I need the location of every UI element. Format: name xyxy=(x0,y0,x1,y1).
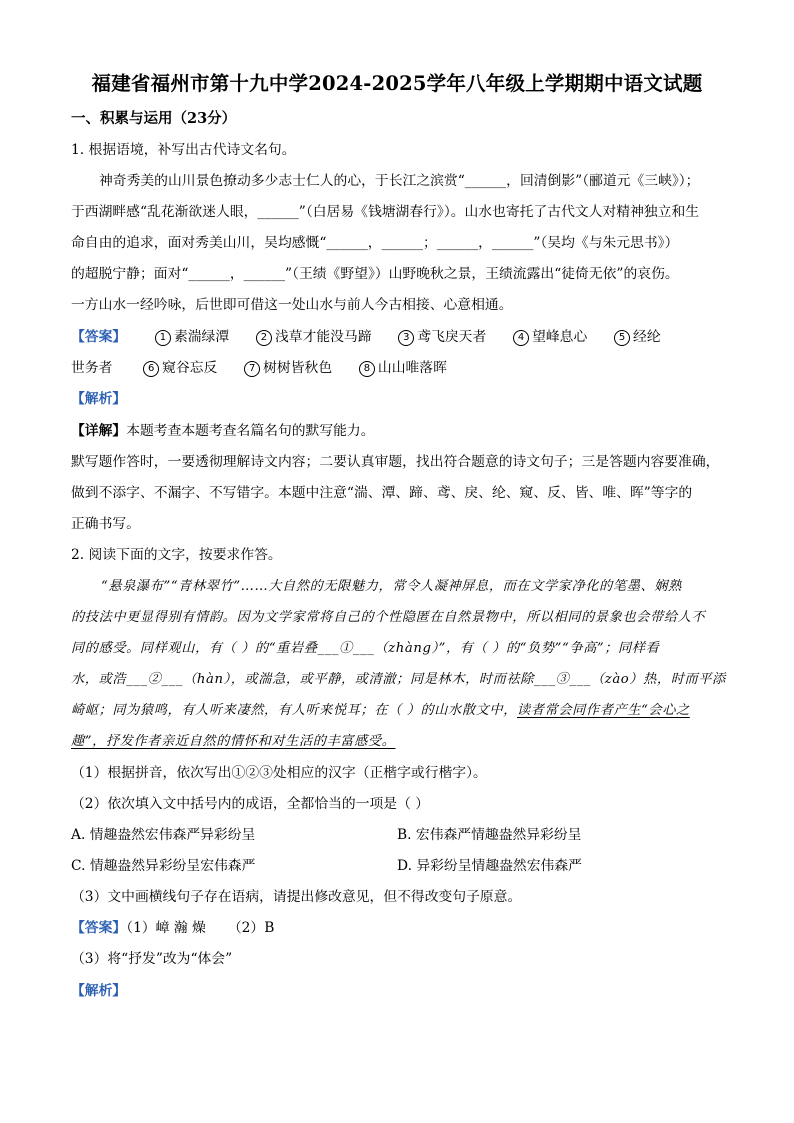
q2-passage-line-5: 崎岖；同为猿鸣，有人听来凄然，有人听来悦耳；在（ ）的山水散文中，读者常会同作者产生“会心之 xyxy=(71,703,690,718)
option-a: A. 情趣盎然宏伟森严异彩纷呈 xyxy=(71,827,256,843)
answer-item: 1 素湍绿潭 xyxy=(155,329,229,345)
q1-detail-line-2: 做到不添字、不漏字、不写错字。本题中注意“湍、潭、蹄、鸢、戾、纶、窥、反、皆、唯、晖”等字的 xyxy=(71,485,693,501)
q2-passage-line-4: 水，或浩___②___（hàn），或湍急，或平静，或清澈；同是林木，时而祛除___③___（zào）热，时而平添 xyxy=(71,672,726,687)
answer-label: 【答案】 xyxy=(71,329,127,345)
option-b: B. 宏伟森严情趣盎然异彩纷呈 xyxy=(397,827,582,843)
q2-sub-question-2: （2）依次填入文中括号内的成语，全都恰当的一项是（ ） xyxy=(71,796,430,812)
q1-answer xyxy=(71,330,661,346)
q2-sub-question-3: （3）文中画横线句子存在语病，请提出修改意见，但不得改变句子原意。 xyxy=(71,889,522,905)
answer-item: 7 树树皆秋色 xyxy=(244,360,332,376)
answer-item: 5 经纶 xyxy=(614,329,661,345)
option-d: D. 异彩纷呈情趣盎然宏伟森严 xyxy=(397,858,582,874)
answer-item: 3 鸢飞戾天者 xyxy=(398,329,486,345)
q2-answer: 【答案】（1）嶂 瀚 燥 （2）B xyxy=(71,920,275,936)
detail-label: 【详解】 xyxy=(71,423,127,439)
answer-item: 6 窥谷忘反 xyxy=(143,360,217,376)
q1-detail: 【详解】本题考查本题考查名篇名句的默写能力。 xyxy=(71,423,375,439)
q1-line-3: 命自由的追求，面对秀美山川，吴均感慨“______，______；______，______”（吴均《与朱元思书》） xyxy=(71,235,679,251)
q1-line-2: 于西湖畔感“乱花渐欲迷人眼，______”（白居易《钱塘湖春行》）。山水也寄托了古代文人对精神独立和生 xyxy=(71,204,700,220)
analysis-label: 【解析】 xyxy=(71,391,127,407)
answer-label: 【答案】 xyxy=(71,920,127,936)
q1-prompt: 1. 根据语境，补写出古代诗文名句。 xyxy=(71,142,296,158)
q1-answer-line-2: 世务者 6 窥谷忘反 7 树树皆秋色 8 山山唯落晖 xyxy=(71,360,447,376)
underlined-sentence-cont: 趣”，抒发作者亲近自然的情怀和对生活的丰富感受。 xyxy=(71,734,396,749)
analysis-label: 【解析】 xyxy=(71,983,127,999)
q1-line-5: 一方山水一经吟咏，后世即可借这一处山水与前人今古相接、心意相通。 xyxy=(71,297,513,313)
document-title: 福建省福州市第十九中学2024-2025学年八年级上学期期中语文试题 xyxy=(91,72,703,95)
q2-passage-line-3: 同的感受。同样观山，有（ ）的“重岩叠___①___（zhàng）”，有（ ）的“负势”“争高”；同样看 xyxy=(71,641,660,656)
q2-answer-3: （3）将“抒发”改为“体会” xyxy=(71,951,233,967)
q1-detail-line-3: 正确书写。 xyxy=(71,516,140,532)
q2-passage-line-1: “悬泉瀑布”“青林翠竹”……大自然的无限魅力，常令人凝神屏息，而在文学家净化的笔墨、娴熟 xyxy=(101,579,682,594)
q1-detail-line-1: 默写题作答时，一要透彻理解诗文内容；二要认真审题，找出符合题意的诗文句子；三是答题内容要准确， xyxy=(71,454,720,470)
answer-item: 2 浅草才能没马蹄 xyxy=(256,329,372,345)
answer-item: 4 望峰息心 xyxy=(513,329,587,345)
option-c: C. 情趣盎然异彩纷呈宏伟森严 xyxy=(71,858,256,874)
section-heading: 一、积累与运用（23分） xyxy=(71,110,237,127)
q1-line-1: 神奇秀美的山川景色撩动多少志士仁人的心，于长江之滨赏“______，回清倒影”（郦道元《三峡》）； xyxy=(99,173,700,189)
answer-item: 8 山山唯落晖 xyxy=(359,360,447,376)
q1-line-4: 的超脱宁静；面对“______，______”（王绩《野望》）山野晚秋之景，王绩流露出“徒倚无依”的哀伤。 xyxy=(71,266,679,282)
q2-sub-question-1: （1）根据拼音，依次写出①②③处相应的汉字（正楷字或行楷字）。 xyxy=(71,765,487,781)
q2-passage-line-2: 的技法中更显得别有情韵。因为文学家常将自己的个性隐匿在自然景物中，所以相同的景象也会带给人不 xyxy=(71,610,706,625)
q2-prompt: 2. 阅读下面的文字，按要求作答。 xyxy=(71,547,282,563)
underlined-sentence: 读者常会同作者产生“会心之 xyxy=(517,703,690,718)
